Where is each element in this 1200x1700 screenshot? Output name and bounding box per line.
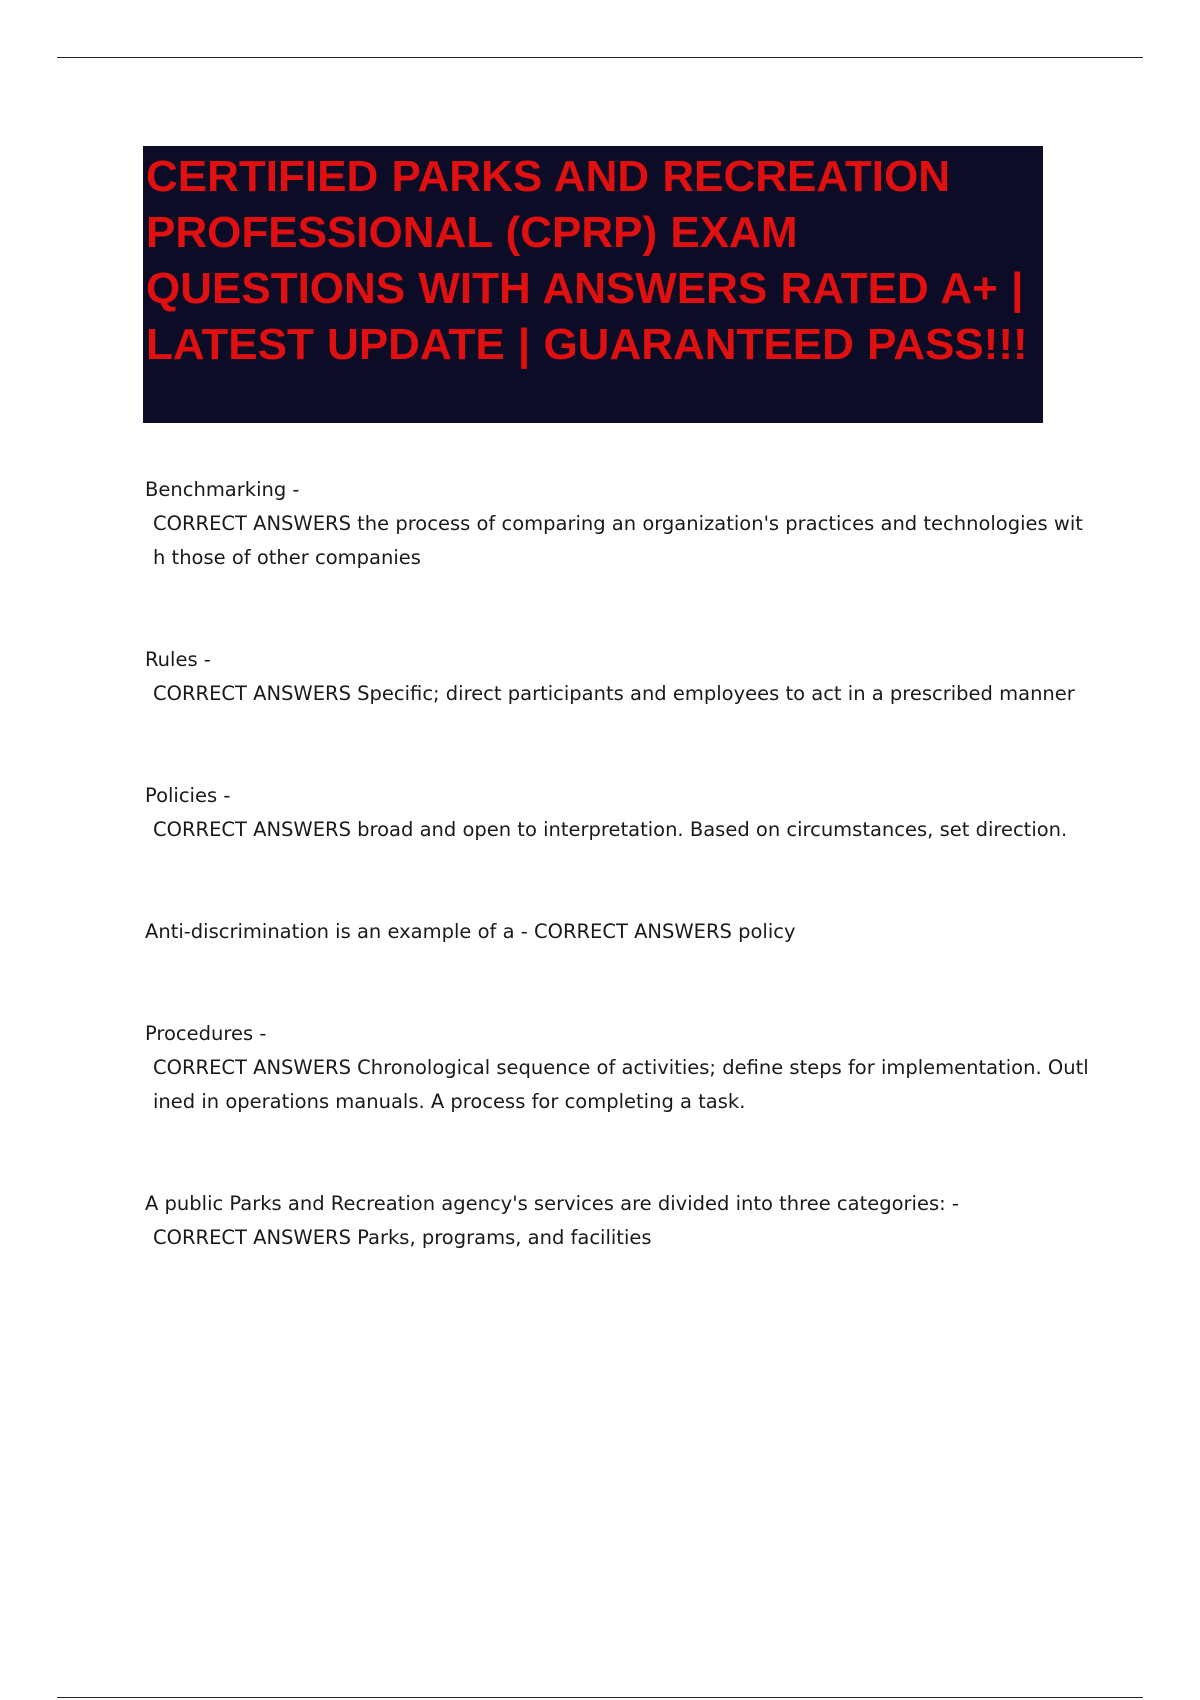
item-spacer [145, 575, 1090, 643]
question-text: Anti-discrimination is an example of a - [145, 920, 534, 943]
question-text: Rules - [145, 648, 211, 671]
qa-item-policies [145, 779, 1090, 847]
qa-item-service-categories [145, 1187, 1090, 1255]
question-text: A public Parks and Recreation agency's services are divided into three categories: - [145, 1192, 959, 1215]
footer-rule [57, 1697, 1143, 1698]
header-rule [57, 57, 1143, 58]
question-text: Policies - [145, 784, 231, 807]
question-text: Benchmarking - [145, 478, 300, 501]
answer-text: CORRECT ANSWERS the process of comparing an organization's practices and technologies with those of other companies [153, 512, 1083, 569]
item-spacer [145, 711, 1090, 779]
qa-item-benchmarking [145, 473, 1090, 575]
answer-text: CORRECT ANSWERS Specific; direct participants and employees to act in a prescribed manner [153, 682, 1075, 705]
qa-item-procedures [145, 1017, 1090, 1119]
qa-item-rules [145, 643, 1090, 711]
document-title: CERTIFIED PARKS AND RECREATION PROFESSIONAL (CPRP) EXAM QUESTIONS WITH ANSWERS RATED A+ | LATEST UPDATE | GUARANTEED PASS!!! [146, 152, 1028, 369]
title-banner [143, 146, 1043, 423]
answer-text: CORRECT ANSWERS Parks, programs, and facilities [153, 1226, 652, 1249]
item-spacer [145, 1119, 1090, 1187]
answer-text: CORRECT ANSWERS broad and open to interpretation. Based on circumstances, set direction. [153, 818, 1068, 841]
answer-text: CORRECT ANSWERS policy [533, 920, 796, 943]
item-spacer [145, 949, 1090, 1017]
question-text: Procedures - [145, 1022, 267, 1045]
qa-item-anti-discrimination [145, 915, 1090, 949]
item-spacer [145, 847, 1090, 915]
qa-list [145, 473, 1090, 1255]
answer-text: CORRECT ANSWERS Chronological sequence of activities; define steps for implementation. Outlined in operations manuals. A process for completing a task. [153, 1056, 1089, 1113]
